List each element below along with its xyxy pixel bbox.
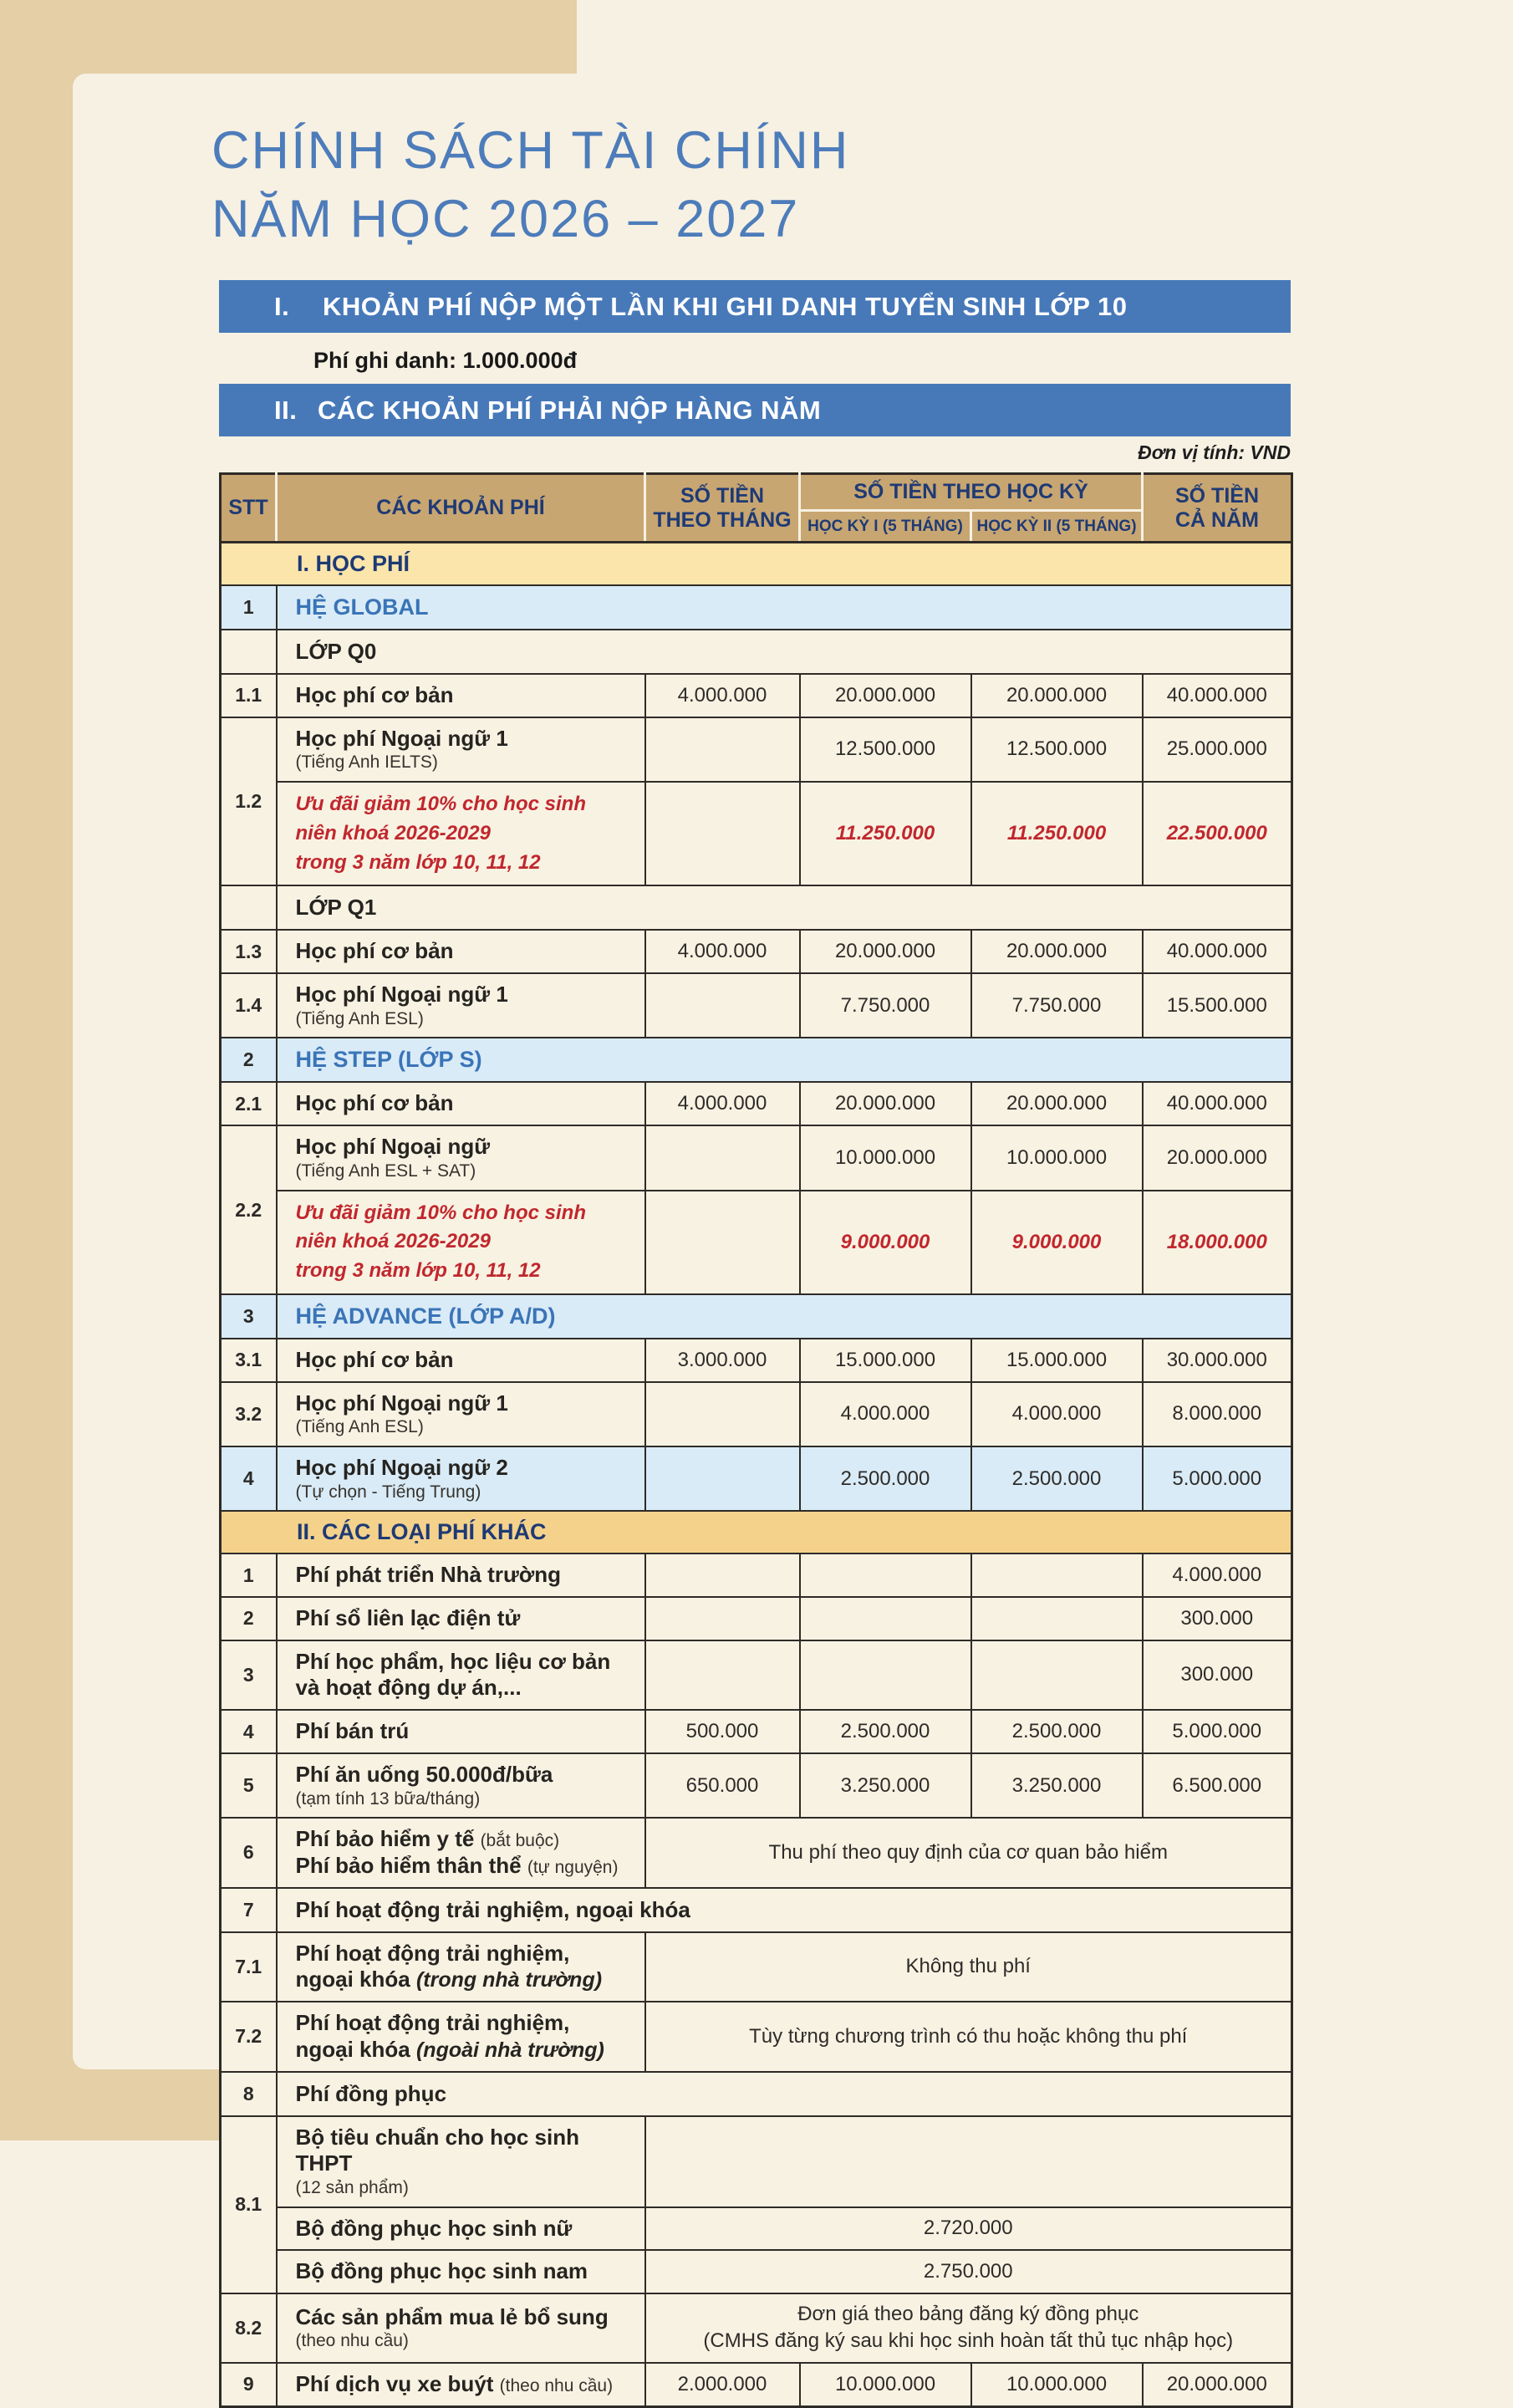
table-row [221, 543, 1292, 586]
table-cell: 25.000.000 [1143, 717, 1292, 782]
table-cell: Học phí Ngoại ngữ (Tiếng Anh ESL + SAT) [277, 1125, 645, 1190]
table-cell: Các sản phẩm mua lẻ bổ sung (theo nhu cầu) [277, 2293, 645, 2363]
table-cell: 7.750.000 [800, 973, 971, 1038]
header-semester-group: SỐ TIỀN THEO HỌC KỲ [800, 474, 1143, 511]
table-row [221, 885, 1292, 930]
table-cell [971, 1597, 1143, 1640]
table-row [221, 2293, 1292, 2363]
section-1-index: I. [274, 291, 290, 321]
table-cell: 5.000.000 [1143, 1446, 1292, 1511]
table-row [221, 1888, 1292, 1932]
table-cell: 20.000.000 [1143, 1125, 1292, 1190]
table-cell: Học phí Ngoại ngữ 2 (Tự chọn - Tiếng Trung) [277, 1446, 645, 1511]
table-cell: Phí học phẩm, học liệu cơ bản và hoạt động dự án,... [277, 1640, 645, 1710]
table-cell: HỆ GLOBAL [277, 585, 1292, 630]
table-cell: 3.250.000 [800, 1753, 971, 1818]
table-cell [971, 1553, 1143, 1597]
table-cell: 3.2 [221, 1382, 277, 1446]
table-cell: 10.000.000 [800, 1125, 971, 1190]
table-cell: Bộ đồng phục học sinh nam [277, 2250, 645, 2293]
table-cell: 2 [221, 1038, 277, 1082]
table-cell: 2 [221, 1597, 277, 1640]
table-row [221, 1191, 1292, 1294]
table-cell: 15.500.000 [1143, 973, 1292, 1038]
table-cell: 11.250.000 [971, 782, 1143, 885]
table-row [221, 585, 1292, 630]
table-cell: Phí hoạt động trải nghiệm, ngoại khóa (trong nhà trường) [277, 1932, 645, 2002]
table-cell: 15.000.000 [971, 1339, 1143, 1382]
table-cell: 1 [221, 585, 277, 630]
table-cell: 2.720.000 [645, 2207, 1292, 2251]
table-cell [800, 1553, 971, 1597]
table-cell: 20.000.000 [1143, 2363, 1292, 2406]
table-cell: 10.000.000 [800, 2363, 971, 2406]
table-row [221, 1818, 1292, 1887]
table-row [221, 930, 1292, 973]
table-cell: Học phí cơ bản [277, 1082, 645, 1125]
table-cell: 20.000.000 [971, 674, 1143, 717]
table-cell: 2.500.000 [800, 1446, 971, 1511]
table-cell: 6 [221, 1818, 277, 1887]
table-cell: Phí hoạt động trải nghiệm, ngoại khóa [277, 1888, 1292, 1932]
table-row [221, 1125, 1292, 1190]
table-cell: 12.500.000 [800, 717, 971, 782]
table-cell: Tùy từng chương trình có thu hoặc không thu phí [645, 2002, 1292, 2071]
table-row [221, 2207, 1292, 2251]
table-cell [645, 1640, 800, 1710]
table-cell: 7 [221, 1888, 277, 1932]
table-cell: 1.2 [221, 717, 277, 886]
section-1-heading-bar [219, 280, 1291, 333]
table-cell: Học phí cơ bản [277, 930, 645, 973]
table-cell: Không thu phí [645, 1932, 1292, 2002]
table-cell: 2.500.000 [800, 1710, 971, 1753]
header-fees: CÁC KHOẢN PHÍ [277, 474, 645, 543]
table-cell [645, 973, 800, 1038]
table-cell: II. CÁC LOẠI PHÍ KHÁC [221, 1511, 1292, 1553]
table-cell: 10.000.000 [971, 1125, 1143, 1190]
table-cell: 4.000.000 [645, 930, 800, 973]
table-cell: Phí dịch vụ xe buýt (theo nhu cầu) [277, 2363, 645, 2406]
table-cell: 22.500.000 [1143, 782, 1292, 885]
table-row [221, 1932, 1292, 2002]
table-cell: 7.750.000 [971, 973, 1143, 1038]
table-cell: Phí hoạt động trải nghiệm, ngoại khóa (ngoài nhà trường) [277, 2002, 645, 2071]
table-cell: 10.000.000 [971, 2363, 1143, 2406]
table-cell: 30.000.000 [1143, 1339, 1292, 1382]
table-cell: Học phí cơ bản [277, 1339, 645, 1382]
table-cell: 3 [221, 1640, 277, 1710]
table-cell: Phí đồng phục [277, 2072, 1292, 2116]
table-cell [645, 1446, 800, 1511]
header-stt: STT [221, 474, 277, 543]
table-cell: 40.000.000 [1143, 674, 1292, 717]
table-cell: 12.500.000 [971, 717, 1143, 782]
table-cell: 11.250.000 [800, 782, 971, 885]
table-cell: 40.000.000 [1143, 1082, 1292, 1125]
table-cell: 20.000.000 [800, 1082, 971, 1125]
table-cell: HỆ STEP (LỚP S) [277, 1038, 1292, 1082]
table-cell: Thu phí theo quy định của cơ quan bảo hiểm [645, 1818, 1292, 1887]
table-cell: 5 [221, 1753, 277, 1818]
table-cell [800, 1640, 971, 1710]
table-cell: 20.000.000 [800, 674, 971, 717]
header-monthly-line1: SỐ TIỀN [680, 483, 764, 508]
table-cell [645, 1382, 800, 1446]
table-row [221, 1446, 1292, 1511]
header-monthly [645, 474, 800, 543]
table-cell: Học phí Ngoại ngữ 1 (Tiếng Anh ESL) [277, 973, 645, 1038]
table-cell: 8.2 [221, 2293, 277, 2363]
table-cell: 2.000.000 [645, 2363, 800, 2406]
table-cell: 650.000 [645, 1753, 800, 1818]
page-title-line2: NĂM HỌC 2026 – 2027 [211, 189, 800, 248]
table-row [221, 1382, 1292, 1446]
page-title [211, 117, 849, 254]
table-row [221, 2116, 1292, 2207]
table-cell: 40.000.000 [1143, 930, 1292, 973]
table-cell: Phí bán trú [277, 1710, 645, 1753]
table-cell: 3.1 [221, 1339, 277, 1382]
table-cell: 2.500.000 [971, 1710, 1143, 1753]
currency-unit-note: Đơn vị tính: VND [1138, 441, 1291, 463]
table-cell: 4 [221, 1446, 277, 1511]
table-row [221, 1640, 1292, 1710]
table-row [221, 630, 1292, 674]
table-cell: 1.4 [221, 973, 277, 1038]
table-row [221, 1753, 1292, 1818]
table-cell: Bộ đồng phục học sinh nữ [277, 2207, 645, 2251]
table-cell: 15.000.000 [800, 1339, 971, 1382]
table-cell: 1.3 [221, 930, 277, 973]
table-cell: 20.000.000 [971, 930, 1143, 973]
table-cell: 2.2 [221, 1125, 277, 1294]
table-cell [800, 1597, 971, 1640]
section-2-heading: CÁC KHOẢN PHÍ PHẢI NỘP HÀNG NĂM [318, 395, 822, 425]
table-cell [221, 885, 277, 930]
registration-fee-note: Phí ghi danh: 1.000.000đ [313, 348, 578, 373]
table-row [221, 1339, 1292, 1382]
fee-table-body [221, 543, 1292, 2407]
table-cell: 2.1 [221, 1082, 277, 1125]
table-cell: 8.000.000 [1143, 1382, 1292, 1446]
table-cell: Đơn giá theo bảng đăng ký đồng phục (CMHS đăng ký sau khi học sinh hoàn tất thủ tục nhập học) [645, 2293, 1292, 2363]
table-row [221, 674, 1292, 717]
header-monthly-line2: THEO THÁNG [653, 508, 792, 532]
table-row [221, 2363, 1292, 2406]
section-1-heading: KHOẢN PHÍ NỘP MỘT LẦN KHI GHI DANH TUYỂN SINH LỚP 10 [323, 291, 1128, 321]
table-cell: Phí phát triển Nhà trường [277, 1553, 645, 1597]
table-cell: 8 [221, 2072, 277, 2116]
table-row [221, 2072, 1292, 2116]
table-cell: 7.2 [221, 2002, 277, 2071]
table-cell: Ưu đãi giảm 10% cho học sinh niên khoá 2026-2029 trong 3 năm lớp 10, 11, 12 [277, 1191, 645, 1294]
section-2-heading-bar [219, 384, 1291, 436]
table-cell [221, 630, 277, 674]
table-cell: 4.000.000 [1143, 1553, 1292, 1597]
table-cell [645, 1597, 800, 1640]
header-yearly [1143, 474, 1292, 543]
table-cell: I. HỌC PHÍ [221, 543, 1292, 586]
table-cell: 8.1 [221, 2116, 277, 2293]
table-cell: 2.500.000 [971, 1446, 1143, 1511]
table-cell: 3.250.000 [971, 1753, 1143, 1818]
table-cell [645, 717, 800, 782]
header-yearly-line1: SỐ TIỀN [1174, 483, 1259, 508]
table-cell: Phí ăn uống 50.000đ/bữa (tạm tính 13 bữa/tháng) [277, 1753, 645, 1818]
table-cell: 4.000.000 [645, 674, 800, 717]
table-cell: 300.000 [1143, 1597, 1292, 1640]
table-cell: 3 [221, 1294, 277, 1339]
table-cell [645, 782, 800, 885]
page-title-line1: CHÍNH SÁCH TÀI CHÍNH [211, 121, 850, 180]
section-2-index: II. [274, 395, 298, 425]
fee-table-header [221, 474, 1292, 543]
table-cell: Phí sổ liên lạc điện tử [277, 1597, 645, 1640]
table-cell: 2.750.000 [645, 2250, 1292, 2293]
table-cell: 3.000.000 [645, 1339, 800, 1382]
table-row [221, 1511, 1292, 1553]
table-cell: 4.000.000 [800, 1382, 971, 1446]
table-cell: LỚP Q0 [277, 630, 1292, 674]
table-row [221, 2250, 1292, 2293]
table-cell: 6.500.000 [1143, 1753, 1292, 1818]
table-row [221, 1597, 1292, 1640]
table-row [221, 1294, 1292, 1339]
table-row [221, 1710, 1292, 1753]
table-row [221, 973, 1292, 1038]
table-cell: 500.000 [645, 1710, 800, 1753]
table-cell: Phí bảo hiểm y tế (bắt buộc) Phí bảo hiểm thân thể (tự nguyện) [277, 1818, 645, 1887]
table-cell: 20.000.000 [971, 1082, 1143, 1125]
table-row [221, 717, 1292, 782]
table-cell: Học phí cơ bản [277, 674, 645, 717]
table-cell: 1 [221, 1553, 277, 1597]
table-cell: 7.1 [221, 1932, 277, 2002]
table-cell: 20.000.000 [800, 930, 971, 973]
header-semester-2: HỌC KỲ II (5 THÁNG) [971, 511, 1143, 543]
table-row [221, 1038, 1292, 1082]
table-cell [645, 1191, 800, 1294]
table-cell: Ưu đãi giảm 10% cho học sinh niên khoá 2026-2029 trong 3 năm lớp 10, 11, 12 [277, 782, 645, 885]
table-cell: HỆ ADVANCE (LỚP A/D) [277, 1294, 1292, 1339]
table-row [221, 782, 1292, 885]
table-row [221, 2002, 1292, 2071]
header-semester-1: HỌC KỲ I (5 THÁNG) [800, 511, 971, 543]
header-yearly-line2: CẢ NĂM [1175, 508, 1259, 532]
table-cell: Học phí Ngoại ngữ 1 (Tiếng Anh ESL) [277, 1382, 645, 1446]
table-cell: 9 [221, 2363, 277, 2406]
table-header-row [221, 474, 1292, 511]
table-cell: 4.000.000 [645, 1082, 800, 1125]
table-cell: 9.000.000 [800, 1191, 971, 1294]
table-cell: LỚP Q1 [277, 885, 1292, 930]
table-cell [645, 2116, 1292, 2207]
table-cell: 300.000 [1143, 1640, 1292, 1710]
table-cell: 9.000.000 [971, 1191, 1143, 1294]
table-cell: 4 [221, 1710, 277, 1753]
table-cell [645, 1553, 800, 1597]
table-cell: 18.000.000 [1143, 1191, 1292, 1294]
table-cell: 5.000.000 [1143, 1710, 1292, 1753]
fee-table [219, 472, 1293, 2408]
table-cell: Bộ tiêu chuẩn cho học sinh THPT (12 sản phẩm) [277, 2116, 645, 2207]
table-cell [645, 1125, 800, 1190]
table-cell: 4.000.000 [971, 1382, 1143, 1446]
table-cell: Học phí Ngoại ngữ 1 (Tiếng Anh IELTS) [277, 717, 645, 782]
table-cell: 1.1 [221, 674, 277, 717]
table-row [221, 1082, 1292, 1125]
table-row [221, 1553, 1292, 1597]
table-cell [971, 1640, 1143, 1710]
